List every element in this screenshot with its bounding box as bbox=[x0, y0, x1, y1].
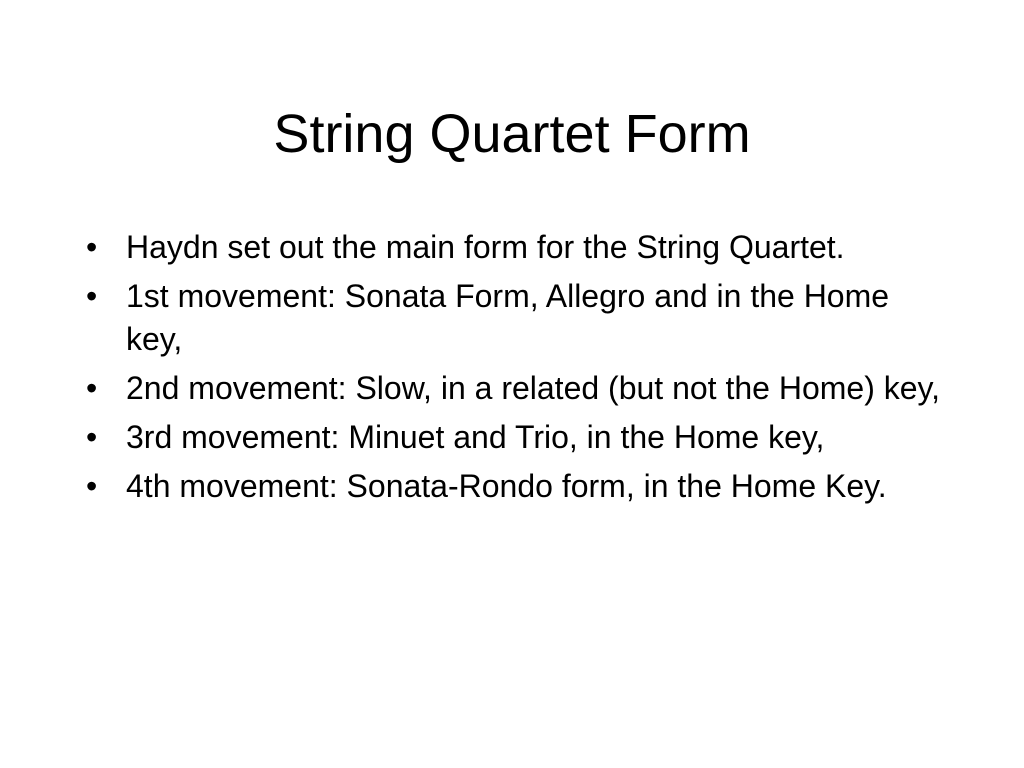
slide-title: String Quartet Form bbox=[273, 104, 751, 164]
bullet-text: 3rd movement: Minuet and Trio, in the Home key, bbox=[126, 419, 825, 455]
bullet-item-5 bbox=[86, 465, 944, 508]
bullet-item-4 bbox=[86, 416, 944, 459]
bullet-item-2 bbox=[86, 275, 944, 361]
bullet-text: 2nd movement: Slow, in a related (but not the Home) key, bbox=[126, 370, 941, 406]
bullet-text: 1st movement: Sonata Form, Allegro and in the Home key, bbox=[126, 278, 890, 357]
bullet-marker: • bbox=[86, 370, 98, 406]
bullet-list bbox=[86, 226, 944, 514]
bullet-item-3 bbox=[86, 367, 944, 410]
bullet-marker: • bbox=[86, 468, 98, 504]
bullet-marker: • bbox=[86, 278, 98, 314]
bullet-item-1 bbox=[86, 226, 944, 269]
bullet-marker: • bbox=[86, 229, 98, 265]
bullet-text: Haydn set out the main form for the String Quartet. bbox=[126, 229, 845, 265]
bullet-text: 4th movement: Sonata-Rondo form, in the Home Key. bbox=[126, 468, 887, 504]
bullet-marker: • bbox=[86, 419, 98, 455]
